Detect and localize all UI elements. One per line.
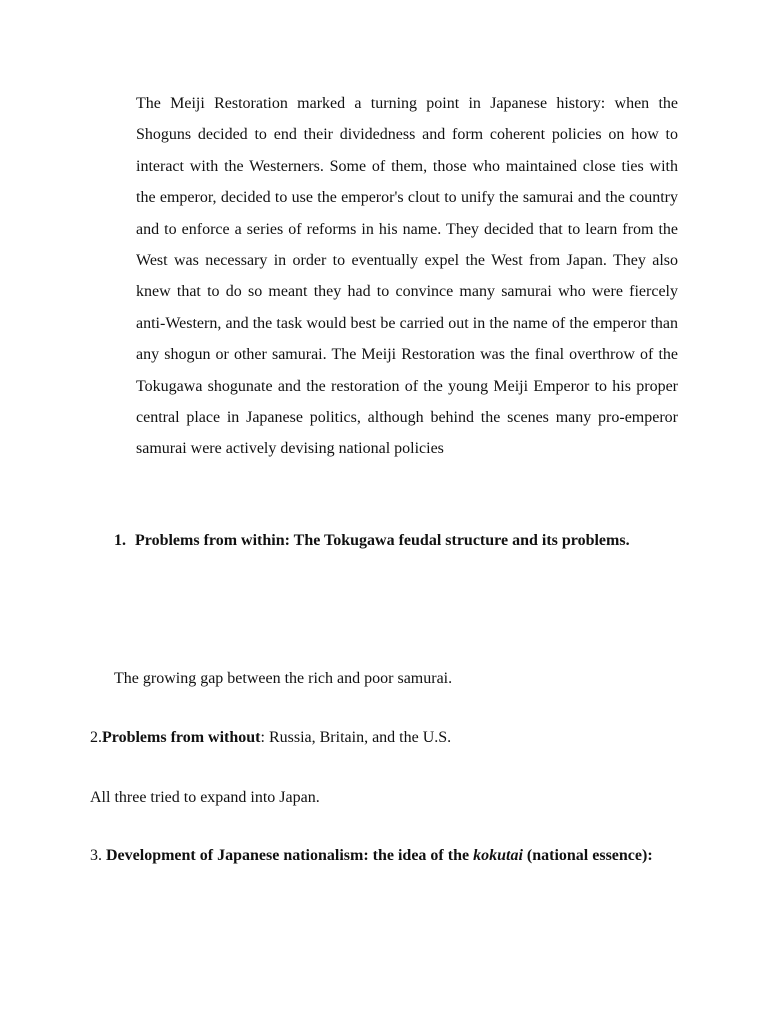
section-1-body: The growing gap between the rich and poor samurai.: [114, 670, 453, 687]
section-2-rest: : Russia, Britain, and the U.S.: [260, 729, 452, 746]
section-2-body: All three tried to expand into Japan.: [90, 789, 320, 806]
intro-paragraph: The Meiji Restoration marked a turning point in Japanese history: when the Shoguns decided to end their dividedness and form coherent policies on how to interact with the Westerners. Some of them, those who maintained close ties with the emperor, decided to use the emperor's clout to unify the samurai and the country and to enforce a series of reforms in his name. They decided that to learn from the West was necessary in order to eventually expel the West from Japan. They also knew that to do so meant they had to convince many samurai who were fiercely anti-Western, and the task would best be carried out in the name of the emperor than any shogun or other samurai. The Meiji Restoration was the final overthrow of the Tokugawa shogunate and the restoration of the young Meiji Emperor to his proper central place in Japanese politics, although behind the scenes many pro-emperor samurai were actively devising national policies: [136, 95, 678, 458]
section-2-title: Problems from without: [102, 729, 261, 746]
section-1-number: 1.: [114, 532, 126, 549]
section-2-heading: [90, 726, 451, 750]
section-1-heading: [114, 520, 674, 562]
section-3-title-italic: kokutai: [473, 847, 523, 864]
section-3-title-part2: (national essence):: [526, 847, 653, 864]
section-3-number: 3.: [90, 847, 102, 864]
section-3-title-part1: Development of Japanese nationalism: the idea of the: [106, 847, 470, 864]
section-3-heading: [90, 841, 677, 870]
section-1-title: Problems from within: The Tokugawa feudal structure and its problems.: [135, 532, 630, 549]
section-2-number: 2.: [90, 729, 102, 746]
